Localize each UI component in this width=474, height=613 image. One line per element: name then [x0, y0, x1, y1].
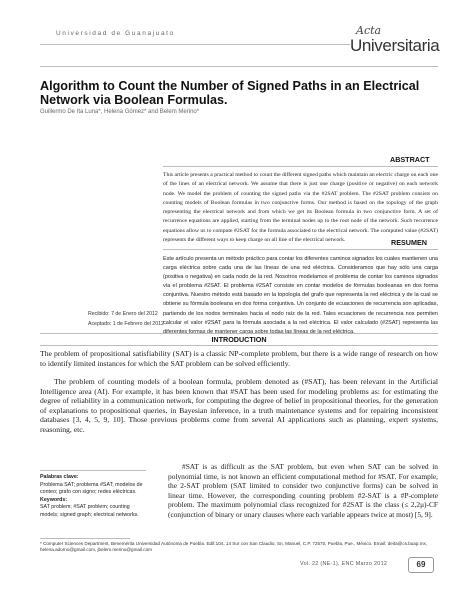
footnote-rule: [40, 538, 130, 539]
keywords-block: [40, 474, 146, 519]
keywords-label-en: Keywords:: [40, 496, 68, 503]
journal-logo-universitaria: Universitaria: [350, 36, 440, 55]
keywords-label-es: Palabras clave:: [40, 474, 79, 480]
keywords-rule: [40, 470, 146, 471]
resumen-text: Este artículo presenta un método práctico para contar los diferentes caminos signados los cuales mantienen una carga eléctrica sobre cada una de las líneas de una red eléctrica. Consideramos que hay sólo una carga (positiva o negativa) en cada nodo de la red. Nosotros modelamos el problema de contar los caminos signados vía el problema #2SAT. El problema #2SAT consiste en contar modelos de fórmulas booleanas en dos forma conjuntiva. Nuestro método está basado en la topología del grafo que representa la red eléctrica y de la cual se obtiene su fórmula booleana en dos forma conjuntiva. Un conjunto de ecuaciones de recurrencia son aplicadas, partiendo de los nodos terminales hacia el nodo raíz de la red. Tales ecuaciones de recurrencia nos permiten calcular el valor #2SAT para la fórmula asociada a la red eléctrica. El valor calculado (#2SAT) representa las diferentes formas de mantener carga sobre todas las líneas de la red eléctrica.: [163, 256, 438, 335]
abstract-heading: ABSTRACT: [390, 155, 430, 164]
accepted-date: Aceptado: 1 de Febrero del 2012: [88, 321, 164, 327]
resumen-rule: [163, 249, 438, 250]
abstract-rule: [163, 166, 438, 167]
resumen-heading: RESUMEN: [391, 238, 427, 247]
intro-paragraph-2: The problem of counting models of a boolean formula, problem denoted as (#SAT), has been relevant in the Artificial Intelligence area (AI). For example, it has been known that #SAT has been used for modeling problems as: for estimating the degree of reliability in a communication network, for computing the degree of belief in propositional theories, for the generation of explanations to propositional queries, in Bayesian inference, in a truth maintenance systems and for repairing inconsistent databases [3, 4, 5, 9, 10]. Those previous problems come from several AI applications such as planning, expert systems, reasoning, etc.: [40, 377, 438, 434]
keywords-text-en: SAT problem; #SAT problem; counting models; signed graph; electrical networks.: [40, 504, 139, 518]
abstract-text: This article presents a practical method to count the different signed paths which maintain an electric charge on each one of the lines of an electrical network. We assume that there is just one charge (positive or negative) on each network node. We model the problem of counting the signed paths via the #2SAT problem. The #2SAT problem consists on counting models of Boolean formulas in two conjunctive forms. Our method is based on the topology of the graph representing the electrical network and from which we get its Boolean formula in two conjunctive form. A set of recurrence equations are applied, starting from the terminal nodes up to the root node of the network. Such recurrence equations allow us to compute #2SAT for the formula associated to the electrical network. The computed value (#2SAT) represents the different ways to keep charge on all line of the electrical network.: [163, 172, 438, 244]
article-authors: Guillermo De Ita Luna*, Helena Gómez* and Belem Merino*: [40, 109, 200, 115]
received-date: Recibido: 7 de Enero del 2012: [88, 311, 158, 317]
journal-issue: Vol. 22 (NE-1), ENC Marzo 2012: [300, 561, 388, 567]
keywords-text-es: Problema SAT; problema #SAT; modelos de conteo; grafo con signo; redes eléctricas.: [40, 481, 143, 495]
journal-logo-acta: Acta: [356, 24, 382, 37]
introduction-heading: INTRODUCTION: [211, 335, 267, 344]
intro-rule-bottom: [40, 345, 438, 346]
article-title: Algorithm to Count the Number of Signed Paths in an Electrical Network via Boolean Formulas.: [40, 79, 420, 107]
intro-paragraph-3: #SAT is as difficult as the SAT problem, but even when SAT can be solved in polynomial time, is not known an efficient computational method for #SAT. For example, the 2-SAT problem (SAT limited to consider two conjunctive forms) can be solved in linear time. However, the corresponding counting problem #2-SAT is a #P-complete problem. The maximum polynomial class recognized for #2SAT is the class (≤ 2,2μ)-CF (conjunction of binary or unary clauses where each variable appears twice at most) [5, 9].: [168, 462, 438, 519]
journal-university: Universidad de Guanajuato: [56, 30, 175, 37]
intro-paragraph-1: The problem of propositional satisfiability (SAT) is a classic NP-complete problem, but there is a wide range of research on how to identify limited instances for which the SAT problem can be solved efficiently.: [40, 349, 438, 368]
header-rule-lower: [40, 66, 438, 67]
header-rule: [40, 44, 350, 45]
author-affiliation-footnote: * Computer Sciences Department, Benemérita Universidad Autónoma de Puebla. Edif.104, 14 Sur con San Claudio, Sn. Manuel, C.P. 72570, Puebla, Pue., México. Email: deita@cs.buap.mx, helena.adorno@gmail.com, jbelem.merino@gmail.com: [40, 541, 428, 553]
intro-rule-top: [40, 333, 438, 334]
page-number: 69: [408, 557, 434, 573]
